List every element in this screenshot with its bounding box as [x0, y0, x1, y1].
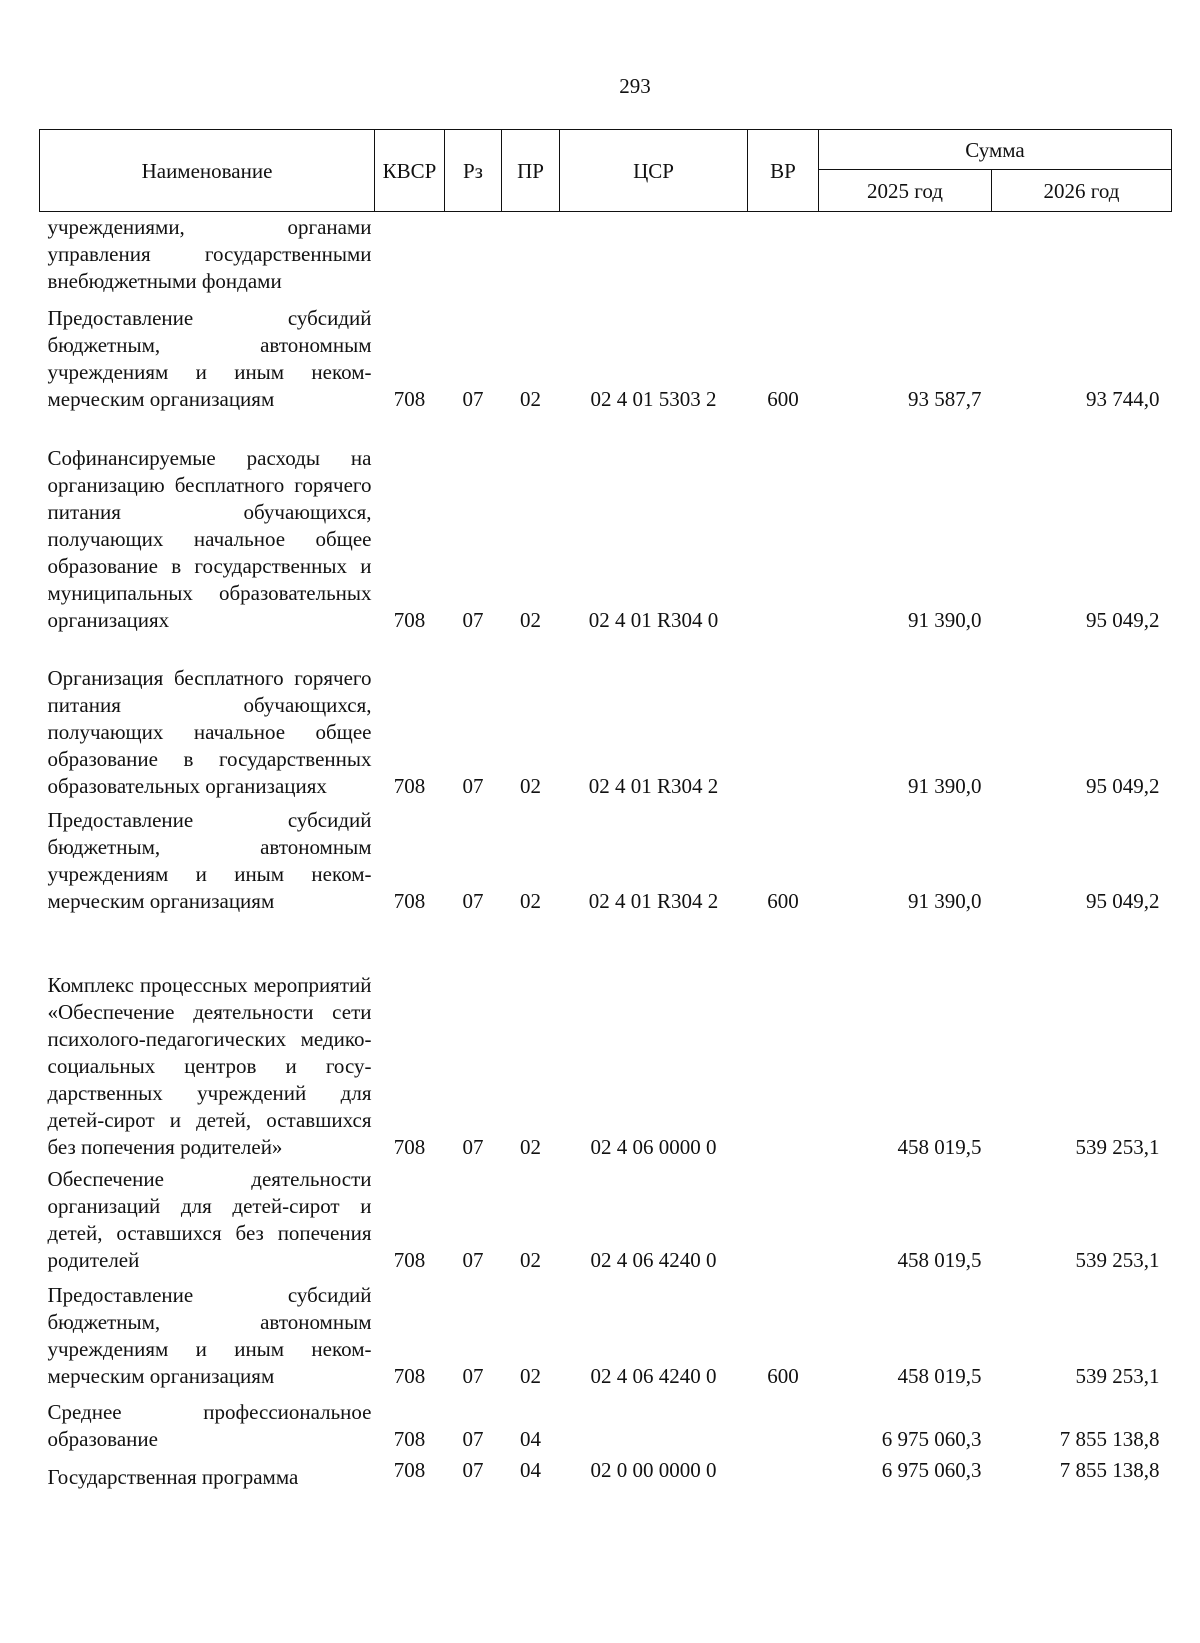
row-kvsr: 708 — [393, 1458, 426, 1482]
table-row — [40, 1165, 1172, 1278]
row-vr — [748, 1165, 819, 1278]
row-vr: 600 — [767, 387, 799, 411]
row-pr: 04 — [520, 1458, 541, 1482]
row-sum-2025: 6 975 060,3 — [881, 1458, 982, 1482]
row-csr: 02 0 00 0000 0 — [590, 1458, 717, 1482]
row-kvsr: 708 — [393, 774, 426, 798]
row-vr — [748, 638, 819, 804]
table-row — [40, 212, 1172, 300]
row-kvsr: 708 — [393, 889, 426, 913]
row-csr — [560, 212, 748, 300]
row-pr: 02 — [520, 889, 541, 913]
row-pr: 02 — [520, 1135, 541, 1159]
row-vr — [748, 417, 819, 638]
row-vr: 600 — [767, 889, 799, 913]
row-name: Предоставление субсидий бюджетным, автономным учреждениям и иным некоммерческим организациям — [47, 1283, 372, 1388]
row-vr — [748, 1457, 819, 1497]
row-name: Организация бесплатного горячего питания обучающихся, получающих начальное общее образование в государственных образовательных организациях — [47, 666, 372, 798]
row-sum-2025: 6 975 060,3 — [881, 1427, 982, 1451]
row-pr: 04 — [520, 1427, 541, 1451]
header-name: Наименование — [40, 130, 375, 212]
row-kvsr — [375, 212, 445, 300]
row-name: Государственная программа — [47, 1465, 299, 1489]
row-rz — [445, 212, 502, 300]
table-row — [40, 1394, 1172, 1457]
row-pr: 02 — [520, 1364, 541, 1388]
row-rz: 07 — [462, 1248, 484, 1272]
header-kvsr: КВСР — [375, 130, 445, 212]
header-year-2025: 2025 год — [819, 170, 992, 212]
row-sum-2026: 539 253,1 — [1075, 1364, 1160, 1388]
row-sum-2025: 91 390,0 — [908, 608, 982, 632]
row-csr: 02 4 01 R304 2 — [588, 774, 719, 798]
row-sum-2026: 539 253,1 — [1075, 1135, 1160, 1159]
row-kvsr: 708 — [393, 608, 426, 632]
row-sum-2026: 7 855 138,8 — [1059, 1427, 1160, 1451]
row-csr: 02 4 06 4240 0 — [590, 1364, 717, 1388]
row-vr — [748, 919, 819, 1165]
row-name: Комплекс процессных мероприятий «Обеспечение деятельности сети психолого-педагогических медико-социальных центров и государственных учреждений для детей-сирот и детей, оставшихся без попечения родителей» — [47, 973, 372, 1159]
row-csr: 02 4 01 5303 2 — [590, 387, 717, 411]
row-sum-2026: 95 049,2 — [1086, 889, 1160, 913]
row-sum-2025: 91 390,0 — [908, 889, 982, 913]
row-pr: 02 — [520, 774, 541, 798]
row-kvsr: 708 — [393, 1427, 426, 1451]
row-pr: 02 — [520, 387, 541, 411]
row-name: Среднее профессиональное образование — [47, 1400, 372, 1451]
header-rz: Рз — [445, 130, 502, 212]
row-rz: 07 — [462, 1364, 484, 1388]
row-vr — [748, 212, 819, 300]
row-sum-2025 — [819, 212, 992, 300]
row-csr — [560, 1394, 748, 1457]
budget-table — [39, 129, 1172, 1497]
table-row — [40, 804, 1172, 919]
row-kvsr: 708 — [393, 1364, 426, 1388]
row-sum-2026: 539 253,1 — [1075, 1248, 1160, 1272]
row-rz: 07 — [462, 608, 484, 632]
header-year-2026: 2026 год — [992, 170, 1172, 212]
table-body — [40, 212, 1172, 1498]
header-pr: ПР — [502, 130, 560, 212]
table-row — [40, 1278, 1172, 1394]
row-sum-2026: 93 744,0 — [1086, 387, 1160, 411]
row-sum-2026: 7 855 138,8 — [1059, 1458, 1160, 1482]
row-sum-2025: 458 019,5 — [897, 1248, 982, 1272]
row-csr: 02 4 06 0000 0 — [590, 1135, 717, 1159]
header-sum: Сумма — [819, 130, 1172, 170]
row-rz: 07 — [462, 1135, 484, 1159]
row-sum-2026: 95 049,2 — [1086, 608, 1160, 632]
row-vr — [748, 1394, 819, 1457]
row-rz: 07 — [462, 1458, 484, 1482]
row-sum-2025: 458 019,5 — [897, 1364, 982, 1388]
row-csr: 02 4 06 4240 0 — [590, 1248, 717, 1272]
table-row — [40, 638, 1172, 804]
row-pr: 02 — [520, 608, 541, 632]
header-vr: ВР — [748, 130, 819, 212]
table-row — [40, 1457, 1172, 1497]
row-kvsr: 708 — [393, 1135, 426, 1159]
row-sum-2025: 458 019,5 — [897, 1135, 982, 1159]
row-rz: 07 — [462, 889, 484, 913]
row-name: Обеспечение деятельности организаций для детей-сирот и детей, оставшихся без попечения родителей — [47, 1167, 372, 1272]
row-sum-2026 — [992, 212, 1172, 300]
row-name: Предоставление субсидий бюджетным, автономным учреждениям и иным некоммерческим организациям — [47, 808, 372, 913]
row-csr: 02 4 01 R304 0 — [588, 608, 719, 632]
table-row — [40, 299, 1172, 417]
row-kvsr: 708 — [393, 1248, 426, 1272]
row-name: Софинансируемые расходы на организацию бесплатного горячего питания обучающихся, получающих начальное общее образование в государственных и муниципальных образовательных организациях — [47, 446, 372, 632]
table-header — [40, 130, 1172, 212]
header-csr: ЦСР — [560, 130, 748, 212]
row-rz: 07 — [462, 387, 484, 411]
row-sum-2025: 93 587,7 — [908, 387, 982, 411]
row-pr — [502, 212, 560, 300]
row-csr: 02 4 01 R304 2 — [588, 889, 719, 913]
page-number: 293 — [619, 74, 651, 98]
row-sum-2025: 91 390,0 — [908, 774, 982, 798]
table-row — [40, 417, 1172, 638]
row-kvsr: 708 — [393, 387, 426, 411]
row-rz: 07 — [462, 774, 484, 798]
row-name: учреждениями, органами управления государственными внебюджетными фондами — [47, 215, 372, 293]
table-row — [40, 919, 1172, 1165]
row-name: Предоставление субсидий бюджетным, автономным учреждениям и иным некоммерческим организациям — [47, 306, 372, 411]
row-rz: 07 — [462, 1427, 484, 1451]
row-pr: 02 — [520, 1248, 541, 1272]
row-vr: 600 — [767, 1364, 799, 1388]
row-sum-2026: 95 049,2 — [1086, 774, 1160, 798]
